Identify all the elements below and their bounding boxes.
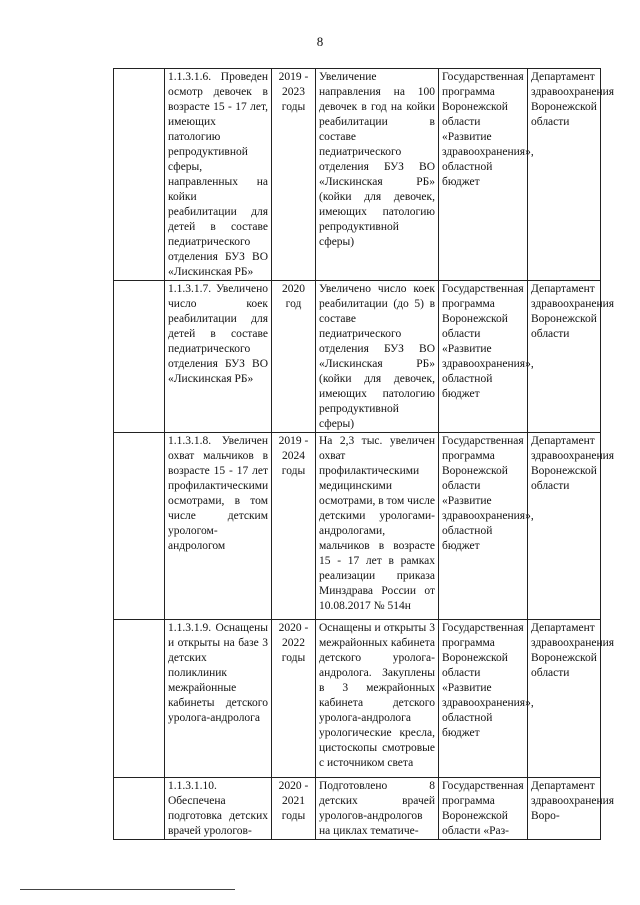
- table-row: [114, 620, 601, 778]
- table-row: [114, 281, 601, 433]
- executor-cell: Департамент здравоохранения Воронежской области: [528, 620, 601, 778]
- activity-cell: 1.1.3.1.9. Оснащены и открыты на базе 3 детских поликлиник межрайонные кабинеты детского уролога-андролога: [165, 620, 272, 778]
- executor-cell: Департамент здравоохранения Воро-: [528, 778, 601, 840]
- term-cell: 2020 - 2022 годы: [272, 620, 316, 778]
- executor-cell: Департамент здравоохранения Воронежской области: [528, 433, 601, 620]
- activity-cell: 1.1.3.1.8. Увеличен охват мальчиков в возрасте 15 - 17 лет профилактическими осмотрами, в том числе детским урологом-андрологом: [165, 433, 272, 620]
- source-cell: Государственная программа Воронежской области «Развитие здравоохранения», областной бюджет: [439, 281, 528, 433]
- result-cell: Подготовлено 8 детских врачей урологов-андрологов на циклах тематиче-: [316, 778, 439, 840]
- page-number: 8: [316, 34, 324, 49]
- program-table: [113, 68, 615, 840]
- executor-cell: Департамент здравоохранения Воронежской области: [528, 69, 601, 281]
- term-cell: 2019 - 2024 годы: [272, 433, 316, 620]
- footer-rule: [20, 889, 235, 890]
- result-cell: Оснащены и открыты 3 межрайонных кабинета детского уролога-андролога. Закуплены в 3 межрайонных кабинета детского уролога-андролога урологические кресла, цистоскопы смотровые с источником света: [316, 620, 439, 778]
- row-lead-cell: [114, 281, 165, 433]
- row-lead-cell: [114, 778, 165, 840]
- row-lead-cell: [114, 69, 165, 281]
- source-cell: Государственная программа Воронежской области «Раз-: [439, 778, 528, 840]
- table-row: [114, 778, 601, 840]
- source-cell: Государственная программа Воронежской области «Развитие здравоохранения», областной бюджет: [439, 69, 528, 281]
- activity-cell: 1.1.3.1.7. Увеличено число коек реабилитации для детей в составе педиатрического отделения БУЗ ВО «Лискинская РБ»: [165, 281, 272, 433]
- executor-cell: Департамент здравоохранения Воронежской области: [528, 281, 601, 433]
- term-cell: 2020 - 2021 годы: [272, 778, 316, 840]
- source-cell: Государственная программа Воронежской области «Развитие здравоохранения», областной бюджет: [439, 620, 528, 778]
- term-cell: 2019 - 2023 годы: [272, 69, 316, 281]
- table-row: [114, 69, 601, 281]
- activity-cell: 1.1.3.1.6. Проведен осмотр девочек в возрасте 15 - 17 лет, имеющих патологию репродуктивной сферы, направленных на койки реабилитации для детей в составе педиатрического отделения БУЗ ВО «Лискинская РБ»: [165, 69, 272, 281]
- row-lead-cell: [114, 433, 165, 620]
- source-cell: Государственная программа Воронежской области «Развитие здравоохранения», областной бюджет: [439, 433, 528, 620]
- result-cell: Увеличение направления на 100 девочек в год на койки реабилитации в составе педиатрического отделения БУЗ ВО «Лискинская РБ» (койки для девочек, имеющих патологию репродуктивной сферы): [316, 69, 439, 281]
- row-lead-cell: [114, 620, 165, 778]
- term-cell: 2020 год: [272, 281, 316, 433]
- activity-cell: 1.1.3.1.10. Обеспечена подготовка детских врачей урологов-: [165, 778, 272, 840]
- result-cell: Увеличено число коек реабилитации (до 5) в составе педиатрического отделения БУЗ ВО «Лискинская РБ» (койки для девочек, имеющих патологию репродуктивной сферы): [316, 281, 439, 433]
- result-cell: На 2,3 тыс. увеличен охват профилактическими медицинскими осмотрами, в том числе детскими урологами-андрологами, мальчиков в возрасте 15 - 17 лет в рамках реализации приказа Минздрава России от 10.08.2017 № 514н: [316, 433, 439, 620]
- table-row: [114, 433, 601, 620]
